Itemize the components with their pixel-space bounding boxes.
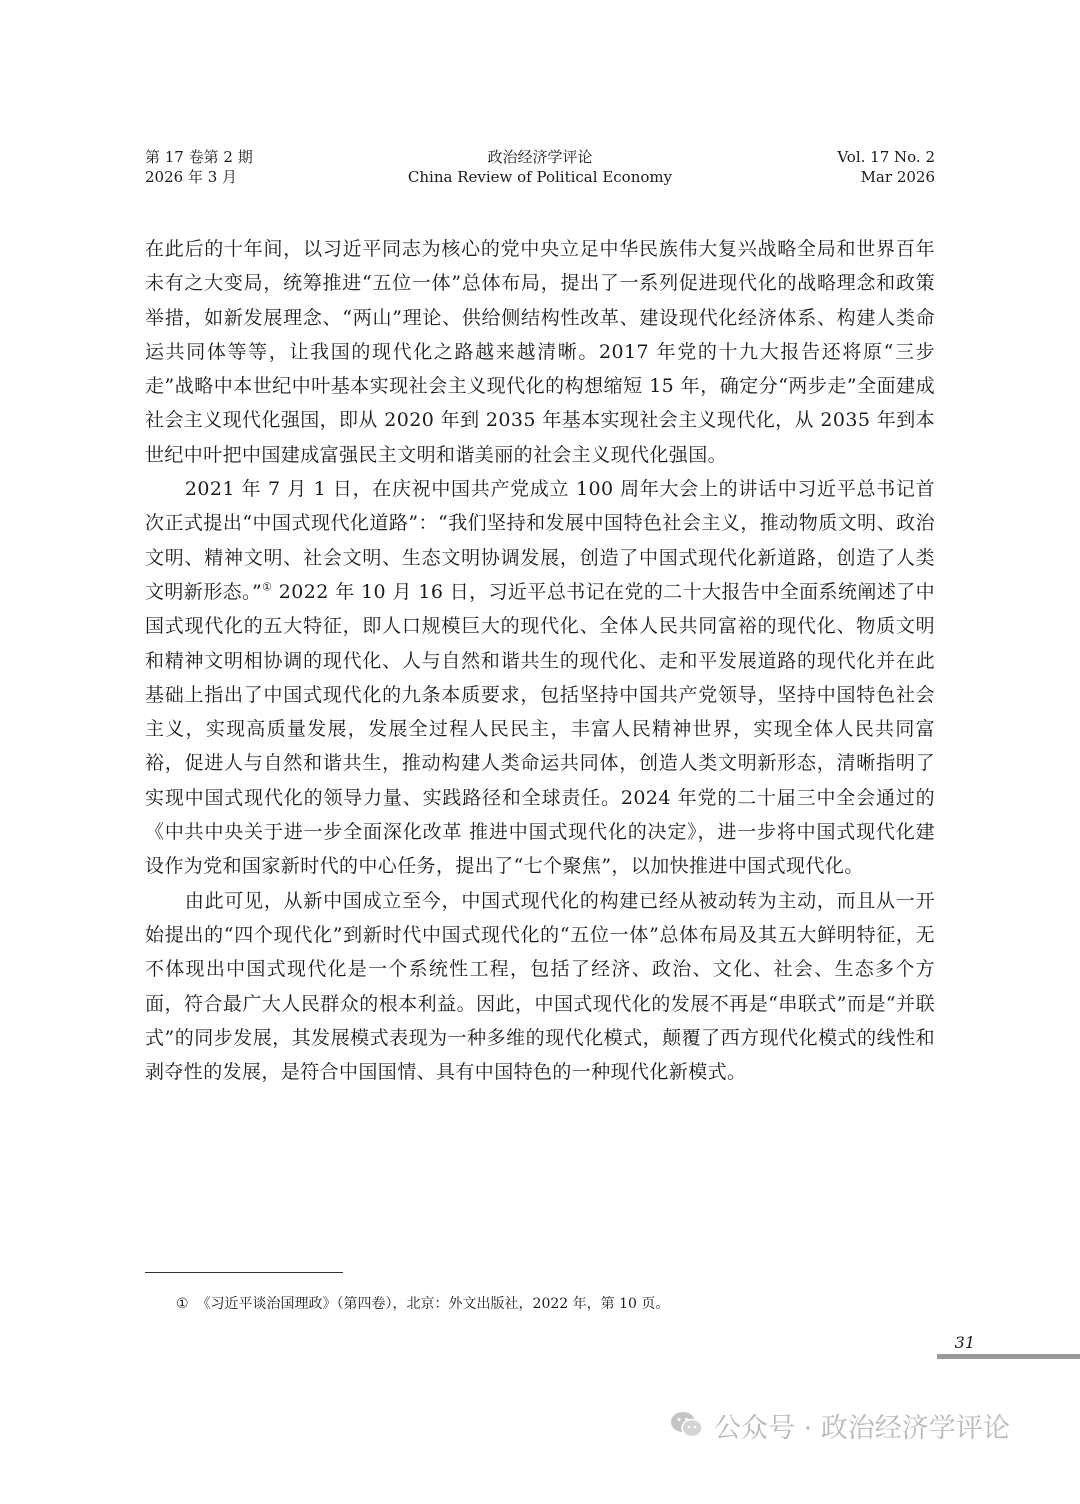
footnote-reference[interactable]: ① xyxy=(262,580,273,594)
paragraph-1: 在此后的十年间，以习近平同志为核心的党中央立足中华民族伟大复兴战略全局和世界百年未有之大变局，统筹推进“五位一体”总体布局，提出了一系列促进现代化的战略理念和政策举措，如新发展理念、“两山”理论、供给侧结构性改革、建设现代化经济体系、构建人类命运共同体等等，让我国的现代化之路越来越清晰。2017 年党的十九大报告还将原“三步走”战略中本世纪中叶基本实现社会主义现代化的构想缩短 15 年，确定分“两步走”全面建成社会主义现代化强国，即从 2020 年到 2035 年基本实现社会主义现代化，从 2035 年到本世纪中叶把中国建成富强民主文明和谐美丽的社会主义现代化强国。 xyxy=(145,238,935,466)
paragraph-2-part-1: 2021 年 7 月 1 日，在庆祝中国共产党成立 100 周年大会上的讲话中习近平总书记首次正式提出“中国式现代化道路”：“我们坚持和发展中国特色社会主义，推动物质文明、政治文明、精神文明、社会文明、生态文明协调发展，创造了中国式现代化新道路，创造了人类文明新形态。” xyxy=(145,478,935,603)
running-header xyxy=(145,147,935,187)
paragraph-3: 由此可见，从新中国成立至今，中国式现代化的构建已经从被动转为主动，而且从一开始提出的“四个现代化”到新时代中国式现代化的“五位一体”总体布局及其五大鲜明特征，无不体现出中国式现代化是一个系统性工程，包括了经济、政治、文化、社会、生态多个方面，符合最广大人民群众的根本利益。因此，中国式现代化的发展不再是“串联式”而是“并联式”的同步发展，其发展模式表现为一种多维的现代化模式，颠覆了西方现代化模式的线性和剥夺性的发展，是符合中国国情、具有中国特色的一种现代化新模式。 xyxy=(145,889,935,1084)
paragraph-2 xyxy=(145,472,935,884)
paragraph-2-part-2: 2022 年 10 月 16 日，习近平总书记在党的二十大报告中全面系统阐述了中国式现代化的五大特征，即人口规模巨大的现代化、全体人民共同富裕的现代化、物质文明和精神文明相协调的现代化、人与自然和谐共生的现代化、走和平发展道路的现代化并在此基础上指出了中国式现代化的九条本质要求，包括坚持中国共产党领导，坚持中国特色社会主义，实现高质量发展，发展全过程人民民主，丰富人民精神世界，实现全体人民共同富裕，促进人与自然和谐共生，推动构建人类命运共同体，创造人类文明新形态，清晰指明了实现中国式现代化的领导力量、实践路径和全球责任。2024 年党的二十届三中全会通过的《中共中央关于进一步全面深化改革 推进中国式现代化的决定》，进一步将中国式现代化建设作为党和国家新时代的中心任务，提出了“七个聚焦”，以加快推进中国式现代化。 xyxy=(145,580,935,878)
issue-info-en xyxy=(837,147,935,187)
issue-date-en: Mar 2026 xyxy=(860,168,935,186)
journal-title-en: China Review of Political Economy xyxy=(407,168,673,186)
article-body xyxy=(145,232,935,1089)
footnote-divider xyxy=(145,1272,343,1273)
wechat-watermark xyxy=(670,1405,1010,1445)
page-number: 31 xyxy=(954,1333,975,1352)
volume-issue-en: Vol. 17 No. 2 xyxy=(837,148,935,166)
volume-issue: 第 17 卷第 2 期 xyxy=(145,148,253,166)
footnote-text: 《习近平谈治国理政》（第四卷），北京：外文出版社，2022 年，第 10 页。 xyxy=(196,1296,670,1312)
journal-title xyxy=(145,147,935,187)
footnote xyxy=(176,1294,936,1314)
journal-title-cn: 政治经济学评论 xyxy=(487,148,593,166)
issue-date: 2026 年 3 月 xyxy=(145,168,238,186)
wechat-icon xyxy=(670,1410,704,1440)
page-number-bar xyxy=(937,1354,1080,1359)
footnote-mark: ① xyxy=(176,1296,189,1312)
watermark-text: 公众号 · 政治经济学评论 xyxy=(714,1412,1010,1444)
